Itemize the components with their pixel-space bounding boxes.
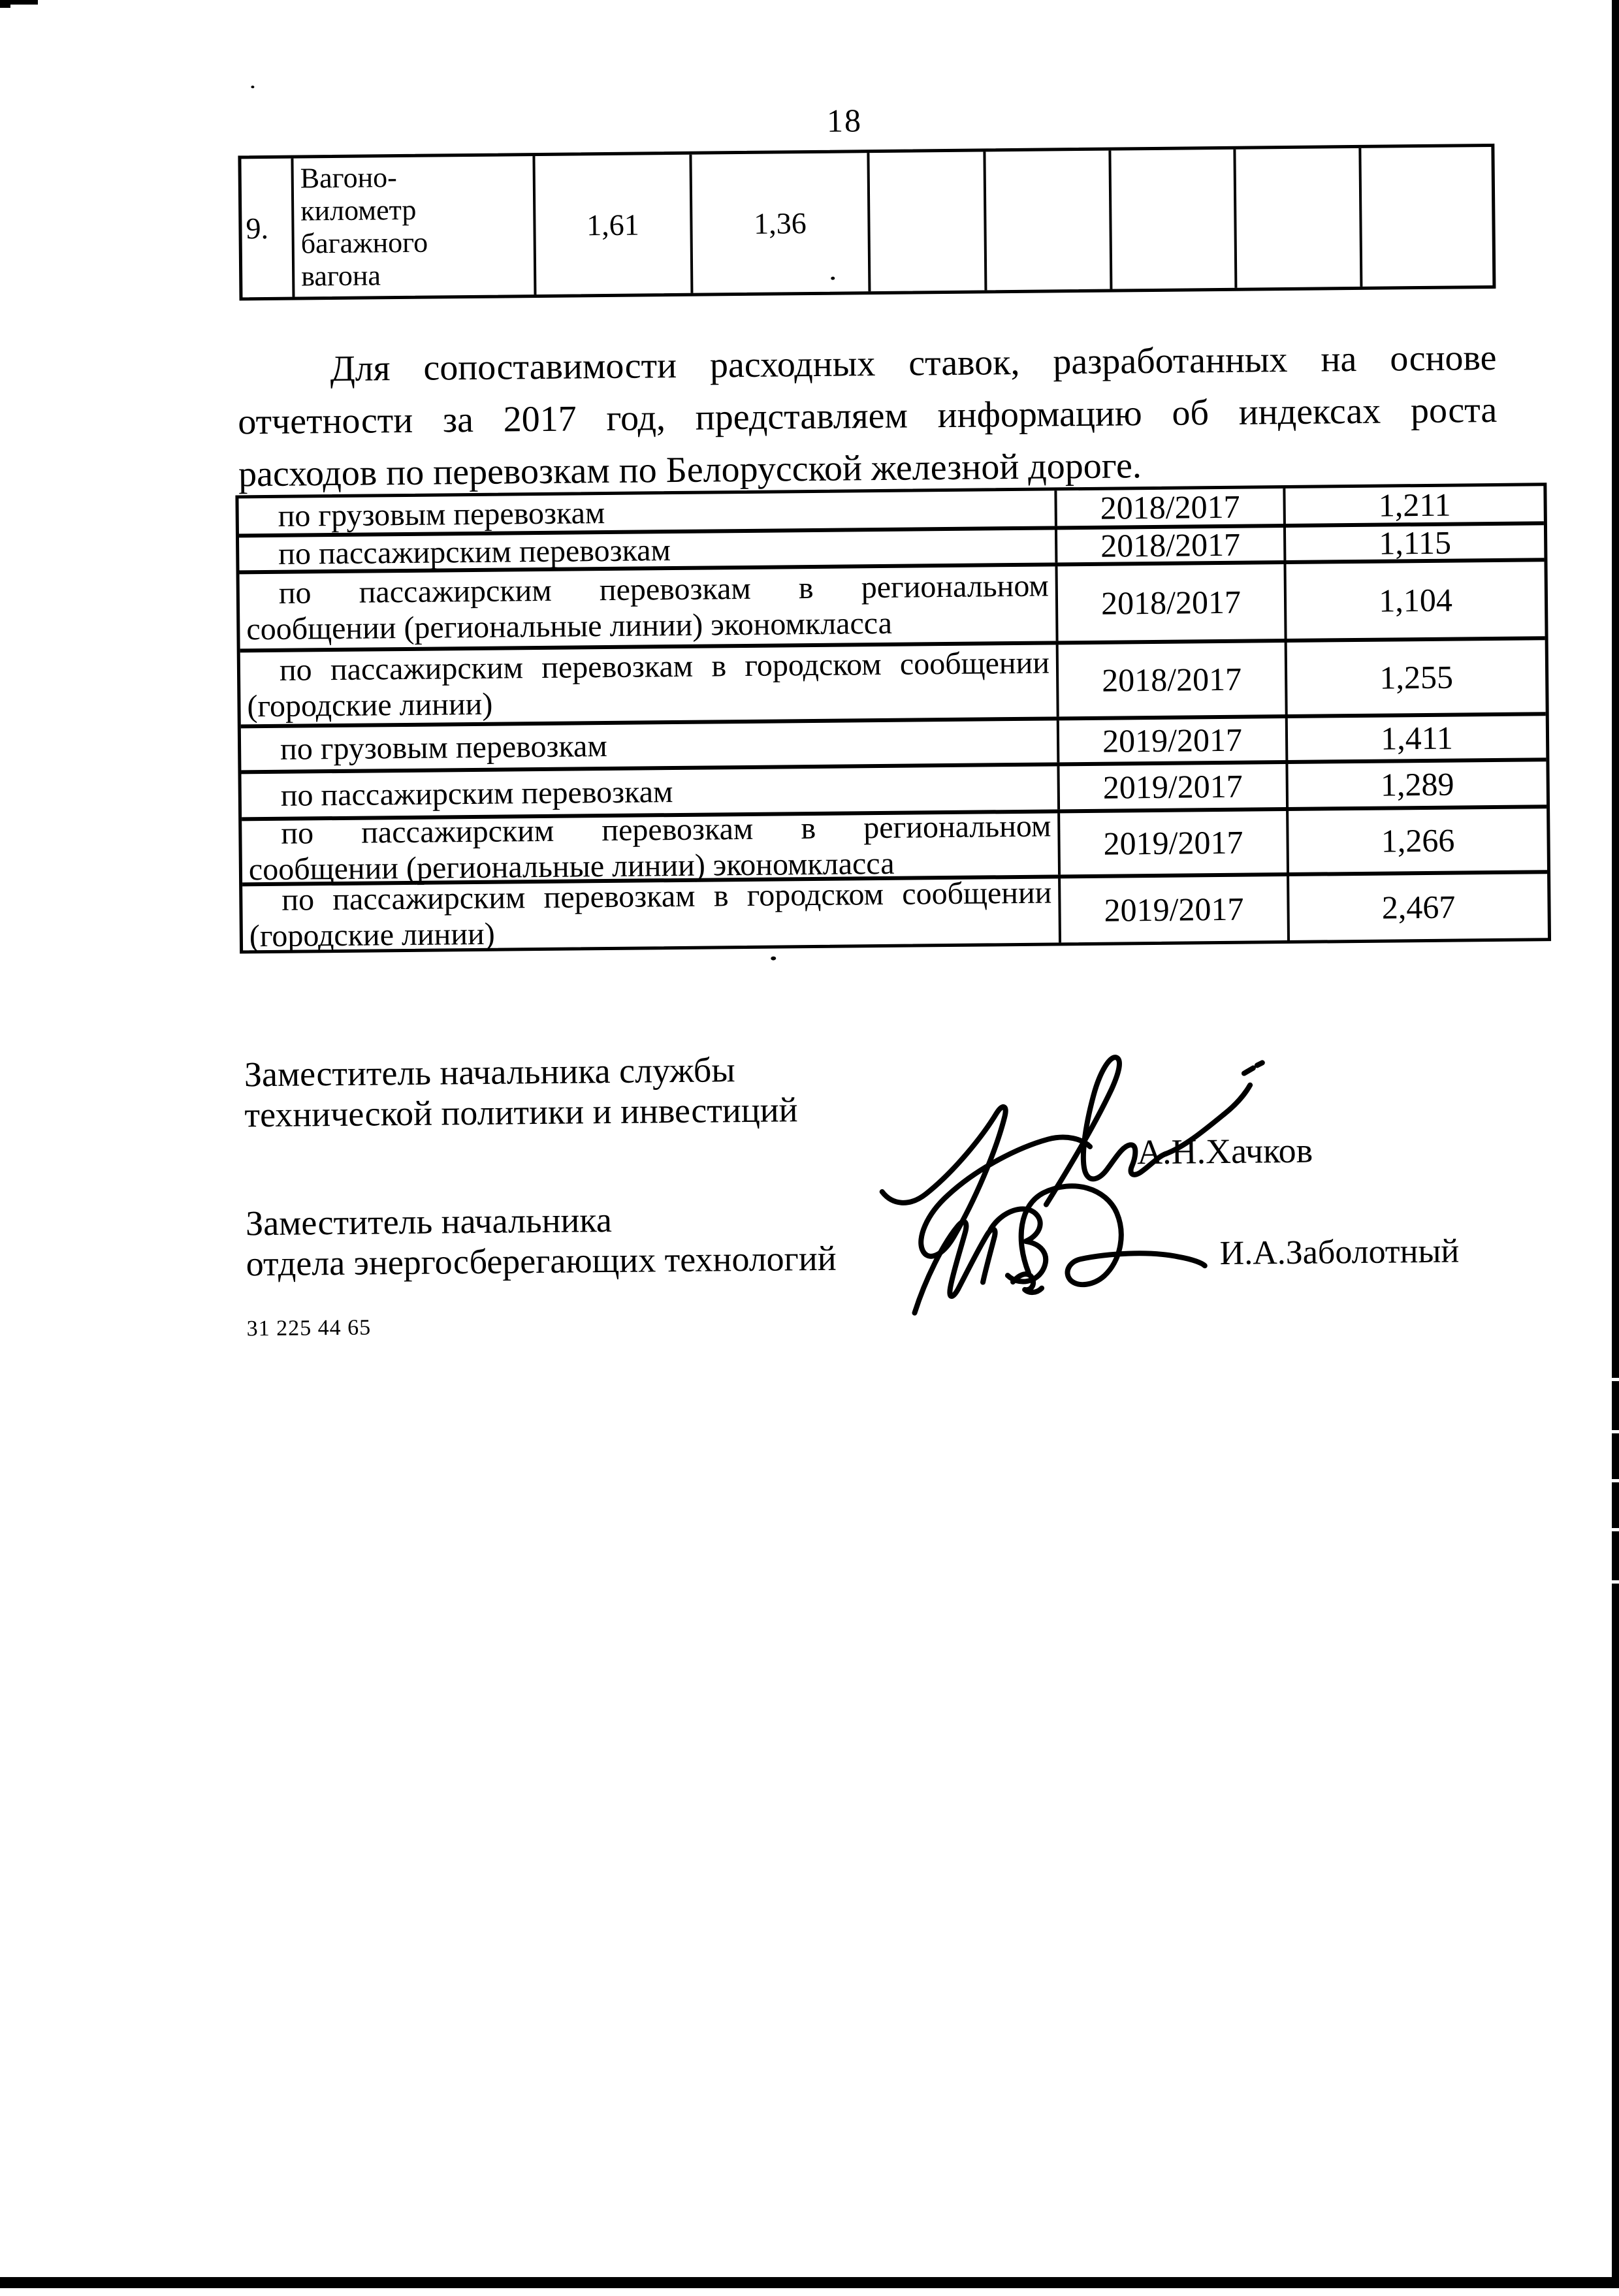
table-row xyxy=(240,558,1545,648)
scan-edge-gap xyxy=(1612,1580,1619,1584)
carryover-table xyxy=(238,144,1496,300)
indicator-name-cell xyxy=(293,156,536,297)
period-cell: 2018/2017 xyxy=(1058,564,1287,641)
route-category-cell xyxy=(242,808,1061,887)
scan-edge-gap xyxy=(1612,1479,1619,1482)
index-value-cell: 2,467 xyxy=(1381,888,1456,926)
index-value-cell: 1,115 xyxy=(1379,524,1452,562)
scan-edge-gap xyxy=(1612,1430,1619,1433)
empty-cell xyxy=(986,151,1112,291)
category-text: по грузовым перевозкам xyxy=(278,495,605,534)
category-text: по пассажирским перевозкам xyxy=(280,774,673,813)
paragraph-line: Для сопоставимости расходных ставок, разработанных на основе xyxy=(330,337,1497,390)
scan-speck xyxy=(251,86,254,88)
index-value-cell: 1,411 xyxy=(1380,719,1454,757)
category-text: по пассажирским перевозкам в региональном xyxy=(281,808,1051,851)
page-number: 18 xyxy=(826,102,863,139)
category-text: по грузовым перевозкам xyxy=(280,728,607,767)
category-text: по пассажирским перевозкам в городском сообщении xyxy=(279,645,1050,688)
row-number-cell: 9. xyxy=(241,159,295,298)
route-category-cell xyxy=(240,566,1059,648)
category-text: сообщении (региональные линии) экономкласса xyxy=(248,846,895,887)
period-cell: 2019/2017 xyxy=(1059,718,1289,762)
table-row xyxy=(240,636,1546,724)
signature-zabolotny-icon xyxy=(914,1185,1206,1313)
category-text: по пассажирским перевозкам в городском сообщении xyxy=(281,875,1052,917)
scan-speck xyxy=(831,277,835,280)
contact-phone: 31 225 44 65 xyxy=(246,1315,372,1341)
index-value-cell: 1,266 xyxy=(1381,821,1455,859)
indicator-name-line: Вагоно- xyxy=(300,161,398,195)
table-row xyxy=(242,870,1548,954)
signatory-title-line: отдела энергосберегающих технологий xyxy=(246,1238,837,1284)
scan-speck xyxy=(771,957,776,961)
route-category-cell xyxy=(240,645,1059,724)
signatory-name: А.Н.Хачков xyxy=(1136,1130,1313,1172)
paragraph-line: отчетности за 2017 год, представляем информацию об индексах роста xyxy=(238,389,1498,443)
value-cell: 1,36 xyxy=(692,153,871,293)
table-row xyxy=(242,805,1547,887)
signatory-title xyxy=(246,1198,837,1284)
scan-edge-strip xyxy=(1612,0,1619,2288)
indicator-name-line: багажного xyxy=(300,226,428,260)
scan-bottom-bar xyxy=(0,2277,1619,2288)
period-cell: 2019/2017 xyxy=(1059,764,1289,809)
route-category-cell xyxy=(242,875,1061,954)
paragraph-line: расходов по перевозкам по Белорусской железной дороге. xyxy=(238,445,1142,495)
indicator-name-line: километр xyxy=(300,193,417,227)
period-cell: 2019/2017 xyxy=(1061,876,1290,942)
category-text: по пассажирским перевозкам в региональном xyxy=(278,568,1050,611)
index-value-cell: 1,211 xyxy=(1378,486,1451,524)
category-text: сообщении (региональные линии) экономкласса xyxy=(246,605,893,647)
signatory-title-line: Заместитель начальника xyxy=(245,1200,613,1243)
signatory-title-line: технической политики и инвестиций xyxy=(244,1090,798,1135)
category-text: (городские линии) xyxy=(249,916,495,954)
empty-cell xyxy=(1236,148,1362,288)
scan-edge-gap xyxy=(1612,1378,1619,1381)
route-category-cell xyxy=(239,530,1057,570)
period-cell: 2018/2017 xyxy=(1057,488,1286,526)
value-cell: 1,61 xyxy=(535,155,693,295)
empty-cell xyxy=(1111,150,1237,289)
empty-cell xyxy=(869,151,987,291)
intro-paragraph xyxy=(237,332,1498,500)
empty-cell xyxy=(1361,147,1492,287)
category-text: по пассажирским перевозкам xyxy=(278,532,671,571)
indicator-name-line: вагона xyxy=(300,259,381,293)
route-category-cell xyxy=(238,490,1057,534)
index-table xyxy=(235,483,1551,953)
index-value-cell: 1,289 xyxy=(1380,765,1454,803)
signatory-title xyxy=(244,1049,798,1135)
route-category-cell xyxy=(241,720,1060,770)
signatory-name: И.А.Заболотный xyxy=(1219,1232,1460,1273)
index-value-cell: 1,104 xyxy=(1379,581,1453,619)
period-cell: 2018/2017 xyxy=(1057,528,1286,562)
period-cell: 2019/2017 xyxy=(1060,811,1289,874)
period-cell: 2018/2017 xyxy=(1059,643,1288,716)
signatory-title-line: Заместитель начальника службы xyxy=(244,1050,735,1094)
scan-corner-mark xyxy=(0,0,10,8)
category-text: (городские линии) xyxy=(247,686,493,724)
index-value-cell: 1,255 xyxy=(1379,658,1454,696)
scan-edge-gap xyxy=(1612,1528,1619,1531)
